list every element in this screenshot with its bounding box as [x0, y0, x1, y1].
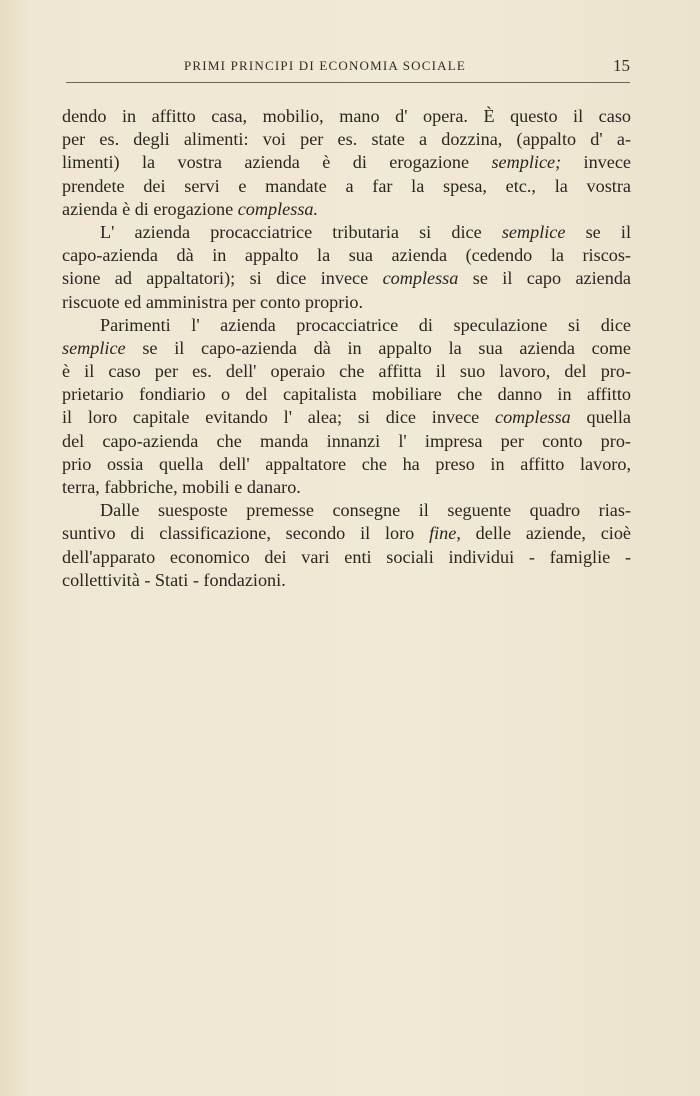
text-line: prio ossia quella dell' appaltatore che ha preso in affitto lavoro,: [62, 453, 631, 474]
text-line: [62, 522, 631, 545]
text-line: dendo in affitto casa, mobilio, mano d' opera. È questo il caso: [62, 106, 631, 126]
italic-term: semplice: [62, 337, 126, 358]
running-title: PRIMI PRINCIPI DI ECONOMIA SOCIALE: [184, 58, 467, 73]
text-line: [62, 337, 631, 360]
text-segment: invece: [561, 152, 631, 173]
text-segment: se il: [565, 221, 631, 242]
text-segment: suntivo di classificazione, secondo il loro: [62, 523, 430, 544]
text-line: [62, 198, 631, 221]
italic-term: complessa.: [237, 198, 319, 219]
text-line: dell'apparato economico dei vari enti sociali individui - famiglie -: [62, 546, 631, 567]
text-line: del capo-azienda che manda innanzi l' impresa per conto pro-: [62, 430, 631, 451]
text-line: Parimenti l' azienda procacciatrice di speculazione si dice: [100, 314, 631, 335]
text-segment: L' azienda procacciatrice tributaria si dice: [100, 221, 502, 242]
running-header: [66, 56, 630, 83]
body-text: [62, 105, 631, 592]
text-line: [62, 151, 631, 174]
text-segment: se il capo azienda: [458, 268, 631, 289]
italic-term: fine: [429, 523, 457, 544]
text-line: collettività - Stati - fondazioni.: [62, 569, 286, 590]
page-number: 15: [613, 56, 630, 75]
text-segment: azienda è di erogazione: [62, 198, 238, 219]
text-line: capo-azienda dà in appalto la sua azienda (cedendo la riscos-: [62, 245, 631, 266]
text-segment: quella: [570, 407, 631, 428]
text-line: per es. degli alimenti: voi per es. state a dozzina, (appalto d' a-: [62, 129, 631, 150]
italic-term: semplice: [501, 221, 566, 242]
text-line: è il caso per es. dell' operaio che affitta il suo lavoro, del pro-: [62, 361, 631, 382]
text-segment: limenti) la vostra azienda è di erogazione: [62, 152, 492, 173]
text-segment: il loro capitale evitando l' alea; si dice invece: [62, 407, 495, 428]
text-line: riscuote ed amministra per conto proprio.: [62, 291, 364, 312]
text-line: Dalle suesposte premesse consegne il seguente quadro rias-: [100, 500, 631, 521]
italic-term: semplice;: [491, 152, 562, 173]
text-line: [62, 267, 631, 290]
text-segment: , delle aziende, cioè: [456, 523, 631, 544]
text-line: [62, 406, 631, 429]
text-line: prietario fondiario o del capitalista mobiliare che danno in affitto: [62, 384, 631, 405]
text-segment: sione ad appaltatori); si dice invece: [62, 268, 383, 289]
text-line: prendete dei servi e mandate a far la spesa, etc., la vostra: [62, 175, 631, 196]
italic-term: complessa: [382, 268, 459, 289]
text-segment: se il capo-azienda dà in appalto la sua azienda come: [125, 337, 631, 358]
italic-term: complessa: [495, 407, 571, 428]
text-line: terra, fabbriche, mobili e danaro.: [62, 477, 301, 497]
text-line: [62, 221, 631, 244]
